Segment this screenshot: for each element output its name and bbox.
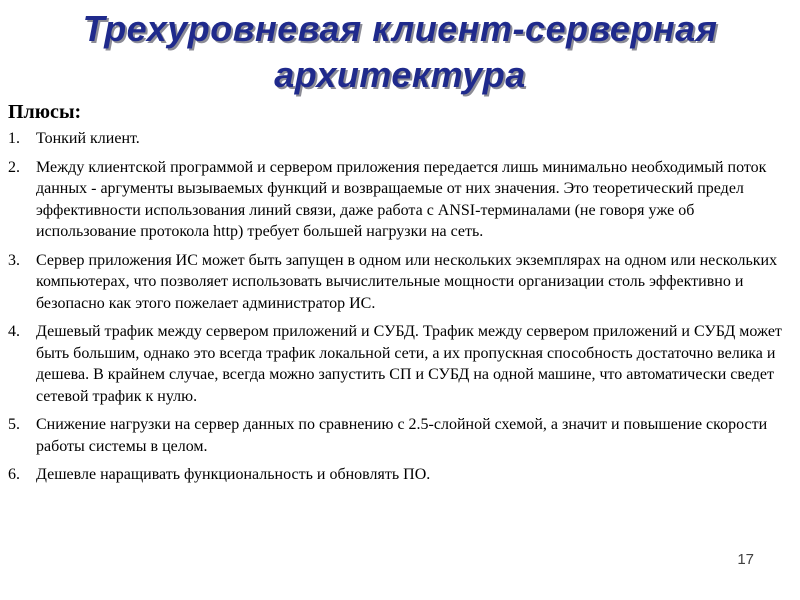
- slide-title: [0, 6, 800, 98]
- list-item-number: 1.: [8, 130, 20, 147]
- list-item: [8, 157, 792, 243]
- list-item-number: 6.: [8, 466, 20, 483]
- list-item-text: Тонкий клиент.: [36, 130, 140, 147]
- list-item: [8, 321, 792, 407]
- list-item-number: 5.: [8, 416, 20, 433]
- list-item: [8, 414, 792, 457]
- list-item-text: Снижение нагрузки на сервер данных по сравнению с 2.5-слойной схемой, а значит и повышение скорости работы системы в целом.: [36, 416, 768, 455]
- list-item: [8, 128, 792, 150]
- list-item-text: Дешевый трафик между сервером приложений и СУБД. Трафик между сервером приложений и СУБД может быть большим, однако это всегда трафик локальной сети, а их пропускная способность достаточно велика и дешева. В крайнем случае, всегда можно запустить СП и СУБД на одной машине, что автоматически сведет сетевой трафик к нулю.: [36, 323, 782, 405]
- list-item-text: Между клиентской программой и сервером приложения передается лишь минимально необходимый поток данных - аргументы вызываемых функций и возвращаемые от них значения. Это теоретический предел эффективности использования линий связи, даже работа с ANSI-терминалами (не говоря уже об использование протокола http) требует большей нагрузки на сеть.: [36, 158, 767, 240]
- page-number: 17: [737, 551, 754, 568]
- list-item-text: Дешевле наращивать функциональность и обновлять ПО.: [36, 466, 431, 483]
- list-item: [8, 250, 792, 315]
- list-item-number: 4.: [8, 323, 20, 340]
- list-item-text: Сервер приложения ИС может быть запущен в одном или нескольких экземплярах на одном или нескольких компьютерах, что позволяет использовать вычислительные мощности организации столь эффективно и безопасно как этого пожелает администратор ИС.: [36, 251, 778, 312]
- pros-list: [8, 128, 792, 493]
- slide-title-line-2: архитектура: [274, 54, 526, 95]
- slide-title-line-1: Трехуровневая клиент-серверная: [82, 8, 718, 49]
- list-item: [8, 464, 792, 486]
- list-item-number: 2.: [8, 158, 20, 176]
- pros-heading: Плюсы:: [8, 101, 82, 123]
- list-item-number: 3.: [8, 251, 20, 269]
